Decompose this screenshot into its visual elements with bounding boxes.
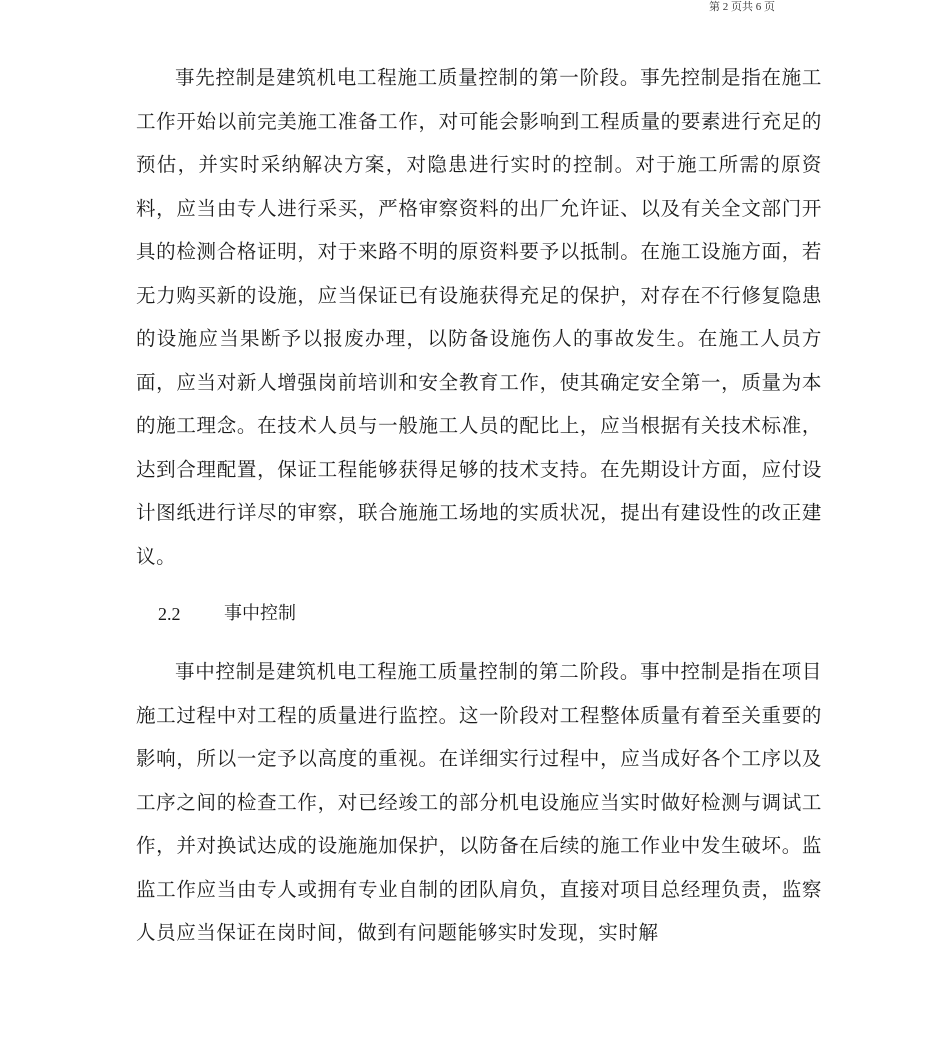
document-body — [136, 56, 822, 955]
section-heading — [136, 578, 822, 650]
section-number: 2.2 — [158, 604, 181, 624]
section-title: 事中控制 — [224, 603, 296, 624]
page-indicator: 第 2 页共 6 页 — [709, 1, 775, 13]
paragraph-pre-control: 事先控制是建筑机电工程施工质量控制的第一阶段。事先控制是指在施工工作开始以前完美施工准备工作，对可能会影响到工程质量的要素进行充足的预估，并实时采纳解决方案，对隐患进行实时的控制。对于施工所需的原资料，应当由专人进行采买，严格审察资料的出厂允许证、以及有关全文部门开具的检测合格证明，对于来路不明的原资料要予以抵制。在施工设施方面，若无力购买新的设施，应当保证已有设施获得充足的保护，对存在不行修复隐患的设施应当果断予以报废办理，以防备设施伤人的事故发生。在施工人员方面，应当对新人增强岗前培训和安全教育工作，使其确定安全第一，质量为本的施工理念。在技术人员与一般施工人员的配比上，应当根据有关技术标准，达到合理配置，保证工程能够获得足够的技术支持。在先期设计方面，应付设计图纸进行详尽的审察，联合施施工场地的实质状况，提出有建设性的改正建议。 — [136, 66, 822, 568]
paragraph-in-process-control: 事中控制是建筑机电工程施工质量控制的第二阶段。事中控制是指在项目施工过程中对工程的质量进行监控。这一阶段对工程整体质量有着至关重要的影响，所以一定予以高度的重视。在详细实行过程中，应当成好各个工序以及工序之间的检查工作，对已经竣工的部分机电设施应当实时做好检测与调试工作，并对换试达成的设施施加保护，以防备在后续的施工作业中发生破坏。监监工作应当由专人或拥有专业自制的团队肩负，直接对项目总经理负责，监察人员应当保证在岗时间，做到有问题能够实时发现，实时解 — [136, 660, 822, 944]
